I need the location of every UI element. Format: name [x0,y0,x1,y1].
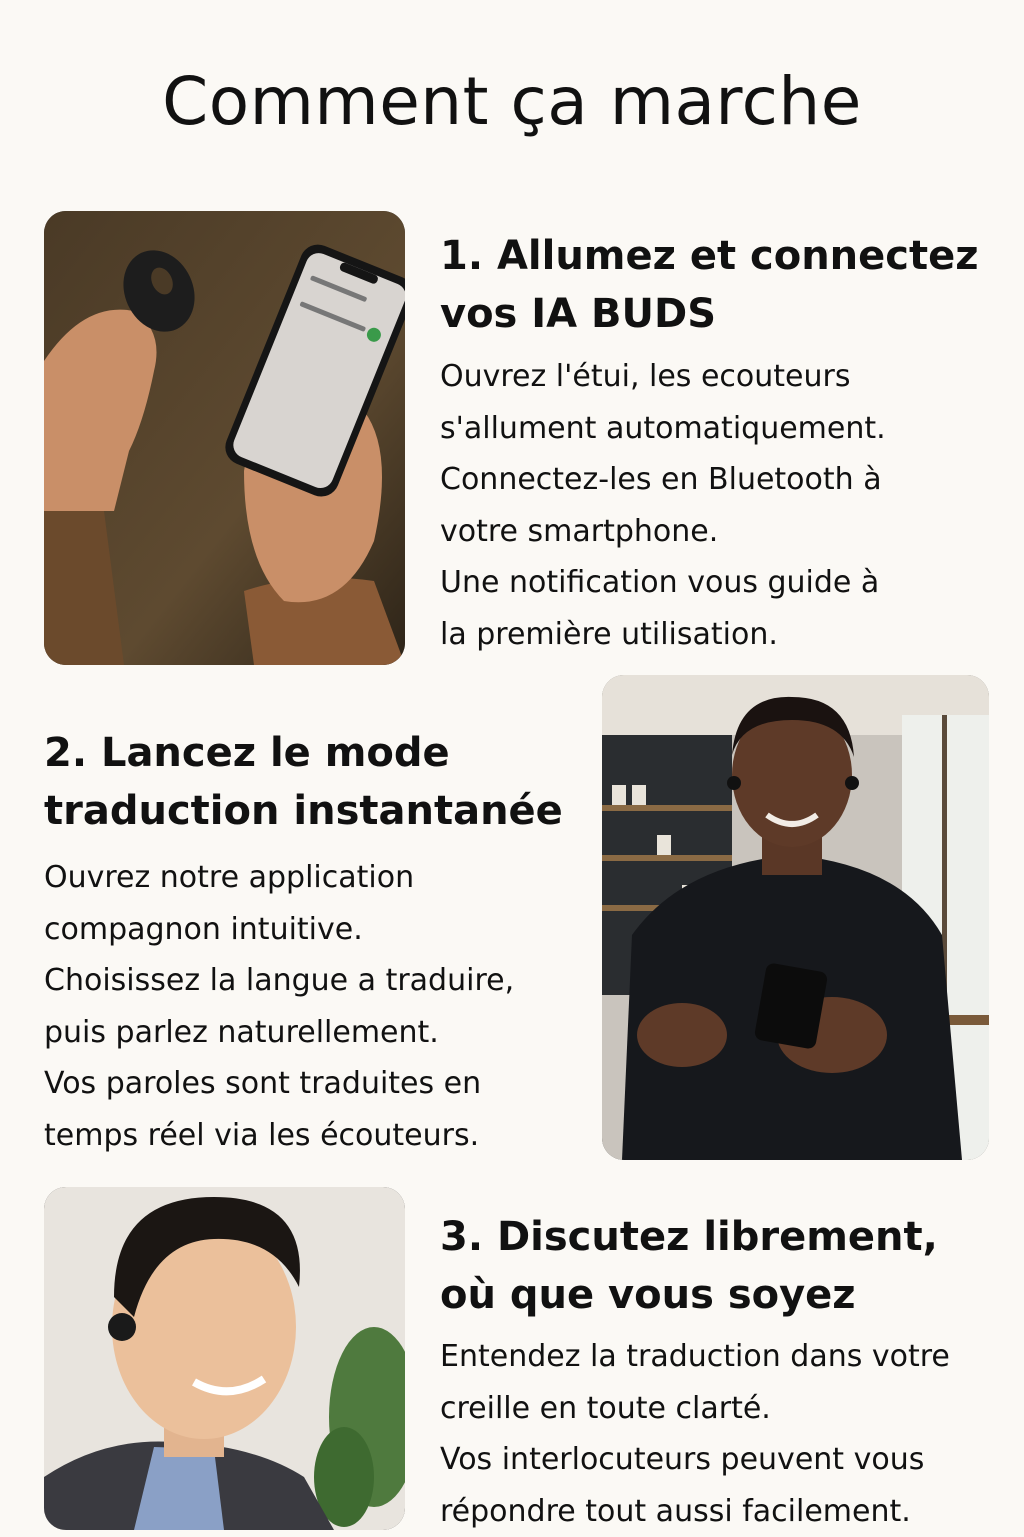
step-1-title: 1. Allumez et connectez vos IA BUDS [440,233,979,337]
step-1-paragraph-2: Une notification vous guide à la première utilisation. [440,565,880,652]
step-2-title: 2. Lancez le mode traduction instantanée [44,730,563,834]
step-3-title: 3. Discutez librement, où que vous soyez [440,1214,938,1318]
step-3-paragraph-2: Vos interlocuteurs peuvent vous répondre tout aussi facilement. [440,1442,925,1529]
page-title: Comment ça marche [162,63,862,140]
step-2-description [44,852,584,1161]
step-2-photo [602,675,989,1160]
step-1-description [440,351,1000,660]
step-1-paragraph-1: Ouvrez l'étui, les ecouteurs s'allument automatiquement. Connectez-les en Bluetooth à votre smartphone. [440,359,886,549]
step-1-photo [44,211,405,665]
step-2-paragraph-1: Ouvrez notre application compagnon intuitive. Choisissez la langue a traduire, puis parlez naturellement. [44,860,515,1050]
step-3-paragraph-1: Entendez la traduction dans votre creille en toute clarté. [440,1339,950,1426]
step-3-description [440,1331,1015,1537]
step-3-photo [44,1187,405,1530]
step-2-paragraph-2: Vos paroles sont traduites en temps réel via les écouteurs. [44,1066,482,1153]
